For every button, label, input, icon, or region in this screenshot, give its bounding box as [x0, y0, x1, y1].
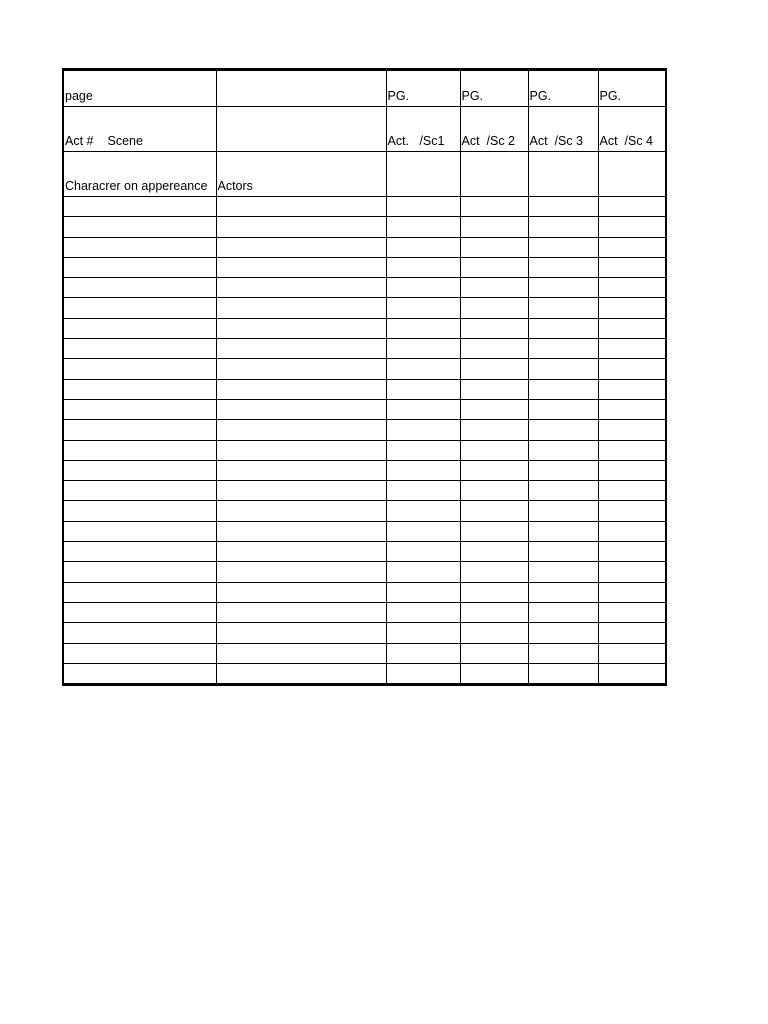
sc4-cell[interactable] — [598, 399, 666, 419]
actor-cell[interactable] — [216, 643, 386, 663]
sc3-cell[interactable] — [528, 542, 598, 562]
scene-label: Scene — [107, 134, 143, 148]
sc1-cell[interactable] — [386, 420, 460, 440]
sc4-cell[interactable] — [598, 420, 666, 440]
sc1-cell[interactable] — [386, 237, 460, 257]
sc3-cell[interactable] — [528, 643, 598, 663]
actor-cell[interactable] — [216, 359, 386, 379]
sc2-cell[interactable] — [460, 481, 528, 501]
actor-cell[interactable] — [216, 298, 386, 318]
sc2-cell[interactable] — [460, 440, 528, 460]
sc2-cell[interactable] — [460, 582, 528, 602]
table-row — [63, 602, 666, 622]
actor-cell[interactable] — [216, 501, 386, 521]
sc4-cell[interactable] — [598, 521, 666, 541]
sc3-cell[interactable] — [528, 278, 598, 298]
table-row — [63, 237, 666, 257]
sc3-cell[interactable] — [528, 339, 598, 359]
sc3-cell[interactable] — [528, 359, 598, 379]
sc2-cell[interactable] — [460, 197, 528, 217]
sc4-cell[interactable] — [598, 359, 666, 379]
actor-cell[interactable] — [216, 440, 386, 460]
sc3-cell[interactable] — [528, 501, 598, 521]
sc4-cell[interactable] — [598, 542, 666, 562]
sc4-cell[interactable] — [598, 501, 666, 521]
sc4-cell[interactable] — [598, 562, 666, 582]
sc3-cell[interactable] — [528, 582, 598, 602]
character-cell[interactable] — [63, 278, 216, 298]
table-row — [63, 318, 666, 338]
sc3-cell[interactable] — [528, 379, 598, 399]
sc1-cell[interactable] — [386, 521, 460, 541]
character-cell[interactable] — [63, 663, 216, 684]
sc4-cell[interactable] — [598, 298, 666, 318]
character-cell[interactable] — [63, 237, 216, 257]
table-row — [63, 521, 666, 541]
table-row — [63, 460, 666, 480]
sc3-cell[interactable] — [528, 663, 598, 684]
act-scene-col-cell[interactable]: Act. /Sc1 — [386, 107, 460, 152]
sc2-cell[interactable] — [460, 542, 528, 562]
table-row — [63, 420, 666, 440]
actor-cell[interactable] — [216, 217, 386, 237]
sc4-cell[interactable] — [598, 339, 666, 359]
sc2-cell[interactable] — [460, 663, 528, 684]
sc2-cell[interactable] — [460, 521, 528, 541]
character-cell[interactable] — [63, 399, 216, 419]
character-cell[interactable] — [63, 217, 216, 237]
character-cell[interactable] — [63, 460, 216, 480]
sc1-cell[interactable] — [386, 602, 460, 622]
character-cell[interactable] — [63, 623, 216, 643]
sc1-cell[interactable] — [386, 460, 460, 480]
act-scene-col-cell[interactable]: Act /Sc 4 — [598, 107, 666, 152]
sc4-cell[interactable] — [598, 217, 666, 237]
character-cell[interactable] — [63, 379, 216, 399]
actor-cell[interactable] — [216, 197, 386, 217]
cast-scene-table — [62, 68, 667, 686]
sc1-cell[interactable] — [386, 643, 460, 663]
sc4-cell[interactable] — [598, 460, 666, 480]
sc1-cell[interactable] — [386, 379, 460, 399]
sc1-cell[interactable] — [386, 582, 460, 602]
sc1-cell[interactable] — [386, 501, 460, 521]
table-row — [63, 379, 666, 399]
sc1-cell[interactable] — [386, 562, 460, 582]
table-row — [63, 339, 666, 359]
actor-cell[interactable] — [216, 420, 386, 440]
sc4-cell[interactable] — [598, 318, 666, 338]
table-row — [63, 542, 666, 562]
actor-cell[interactable] — [216, 278, 386, 298]
act-scene-label-cell[interactable] — [63, 107, 216, 152]
actor-cell[interactable] — [216, 542, 386, 562]
table-row — [63, 257, 666, 277]
table-row — [63, 359, 666, 379]
act-scene-col-cell[interactable]: Act /Sc 2 — [460, 107, 528, 152]
pg-label-cell[interactable]: PG. — [528, 70, 598, 107]
sc3-cell[interactable] — [528, 460, 598, 480]
sc2-cell[interactable] — [460, 623, 528, 643]
sc3-cell[interactable] — [528, 420, 598, 440]
pg-label-cell[interactable]: PG. — [386, 70, 460, 107]
actor-cell[interactable] — [216, 623, 386, 643]
character-cell[interactable] — [63, 318, 216, 338]
sc2-cell[interactable] — [460, 379, 528, 399]
blank-header-cell[interactable] — [528, 152, 598, 197]
actor-cell[interactable] — [216, 339, 386, 359]
sc1-cell[interactable] — [386, 339, 460, 359]
sc2-cell[interactable] — [460, 217, 528, 237]
sc3-cell[interactable] — [528, 257, 598, 277]
sc4-cell[interactable] — [598, 602, 666, 622]
character-cell[interactable] — [63, 542, 216, 562]
sc4-cell[interactable] — [598, 278, 666, 298]
sc3-cell[interactable] — [528, 237, 598, 257]
actor-cell[interactable] — [216, 562, 386, 582]
sc4-cell[interactable] — [598, 481, 666, 501]
table-row — [63, 562, 666, 582]
sc1-cell[interactable] — [386, 257, 460, 277]
sc3-cell[interactable] — [528, 623, 598, 643]
actor-cell[interactable] — [216, 379, 386, 399]
actor-cell[interactable] — [216, 481, 386, 501]
blank-header-cell[interactable] — [598, 152, 666, 197]
table-row — [63, 663, 666, 684]
sc2-cell[interactable] — [460, 562, 528, 582]
sc1-cell[interactable] — [386, 623, 460, 643]
sc2-cell[interactable] — [460, 420, 528, 440]
character-cell[interactable] — [63, 582, 216, 602]
character-cell[interactable] — [63, 481, 216, 501]
actor-cell[interactable] — [216, 257, 386, 277]
sc3-cell[interactable] — [528, 521, 598, 541]
sc2-cell[interactable] — [460, 237, 528, 257]
sc2-cell[interactable] — [460, 501, 528, 521]
sc2-cell[interactable] — [460, 399, 528, 419]
character-cell[interactable] — [63, 420, 216, 440]
sc3-cell[interactable] — [528, 440, 598, 460]
sc2-cell[interactable] — [460, 460, 528, 480]
sc2-cell[interactable] — [460, 602, 528, 622]
actor-cell[interactable] — [216, 237, 386, 257]
pg-label-cell[interactable]: PG. — [460, 70, 528, 107]
table-row — [63, 643, 666, 663]
sc1-cell[interactable] — [386, 481, 460, 501]
actor-cell[interactable] — [216, 521, 386, 541]
character-label-cell[interactable]: Characrer on appereance — [63, 152, 216, 197]
table-row — [63, 582, 666, 602]
table-row — [63, 399, 666, 419]
sc1-cell[interactable] — [386, 298, 460, 318]
blank-header-cell[interactable] — [216, 107, 386, 152]
table-row — [63, 298, 666, 318]
sc1-cell[interactable] — [386, 197, 460, 217]
actor-cell[interactable] — [216, 460, 386, 480]
sc1-cell[interactable] — [386, 359, 460, 379]
sc4-cell[interactable] — [598, 582, 666, 602]
sc1-cell[interactable] — [386, 440, 460, 460]
sc3-cell[interactable] — [528, 298, 598, 318]
sc4-cell[interactable] — [598, 379, 666, 399]
character-cell[interactable] — [63, 339, 216, 359]
header-row-page — [63, 70, 666, 107]
sc2-cell[interactable] — [460, 257, 528, 277]
sc1-cell[interactable] — [386, 663, 460, 684]
act-scene-col-cell[interactable]: Act /Sc 3 — [528, 107, 598, 152]
character-cell[interactable] — [63, 440, 216, 460]
actors-label-cell[interactable]: Actors — [216, 152, 386, 197]
sc3-cell[interactable] — [528, 562, 598, 582]
sc3-cell[interactable] — [528, 481, 598, 501]
sc2-cell[interactable] — [460, 318, 528, 338]
character-cell[interactable] — [63, 643, 216, 663]
actor-cell[interactable] — [216, 663, 386, 684]
sc2-cell[interactable] — [460, 339, 528, 359]
character-cell[interactable] — [63, 257, 216, 277]
sc4-cell[interactable] — [598, 663, 666, 684]
blank-header-cell[interactable] — [216, 70, 386, 107]
sc3-cell[interactable] — [528, 318, 598, 338]
sc4-cell[interactable] — [598, 440, 666, 460]
character-cell[interactable] — [63, 501, 216, 521]
actor-cell[interactable] — [216, 602, 386, 622]
sc2-cell[interactable] — [460, 278, 528, 298]
sc4-cell[interactable] — [598, 237, 666, 257]
character-cell[interactable] — [63, 562, 216, 582]
sc3-cell[interactable] — [528, 399, 598, 419]
character-cell[interactable] — [63, 521, 216, 541]
character-cell[interactable] — [63, 197, 216, 217]
sc4-cell[interactable] — [598, 623, 666, 643]
sc1-cell[interactable] — [386, 278, 460, 298]
sc2-cell[interactable] — [460, 298, 528, 318]
sc4-cell[interactable] — [598, 643, 666, 663]
table-row — [63, 440, 666, 460]
sc3-cell[interactable] — [528, 217, 598, 237]
actor-cell[interactable] — [216, 318, 386, 338]
sc2-cell[interactable] — [460, 359, 528, 379]
header-row-character — [63, 152, 666, 197]
sc1-cell[interactable] — [386, 217, 460, 237]
table-row — [63, 197, 666, 217]
actor-cell[interactable] — [216, 582, 386, 602]
table-row — [63, 623, 666, 643]
sc1-cell[interactable] — [386, 399, 460, 419]
sc1-cell[interactable] — [386, 318, 460, 338]
sc4-cell[interactable] — [598, 257, 666, 277]
actor-cell[interactable] — [216, 399, 386, 419]
sc3-cell[interactable] — [528, 197, 598, 217]
sc3-cell[interactable] — [528, 602, 598, 622]
table-row — [63, 501, 666, 521]
blank-header-cell[interactable] — [460, 152, 528, 197]
blank-header-cell[interactable] — [386, 152, 460, 197]
sc4-cell[interactable] — [598, 197, 666, 217]
character-cell[interactable] — [63, 602, 216, 622]
page-label-cell[interactable]: page — [63, 70, 216, 107]
character-cell[interactable] — [63, 359, 216, 379]
pg-label-cell[interactable]: PG. — [598, 70, 666, 107]
table-row — [63, 481, 666, 501]
header-row-act-scene — [63, 107, 666, 152]
character-cell[interactable] — [63, 298, 216, 318]
sc2-cell[interactable] — [460, 643, 528, 663]
table-row — [63, 278, 666, 298]
sc1-cell[interactable] — [386, 542, 460, 562]
table-row — [63, 217, 666, 237]
act-label: Act # — [65, 134, 94, 148]
